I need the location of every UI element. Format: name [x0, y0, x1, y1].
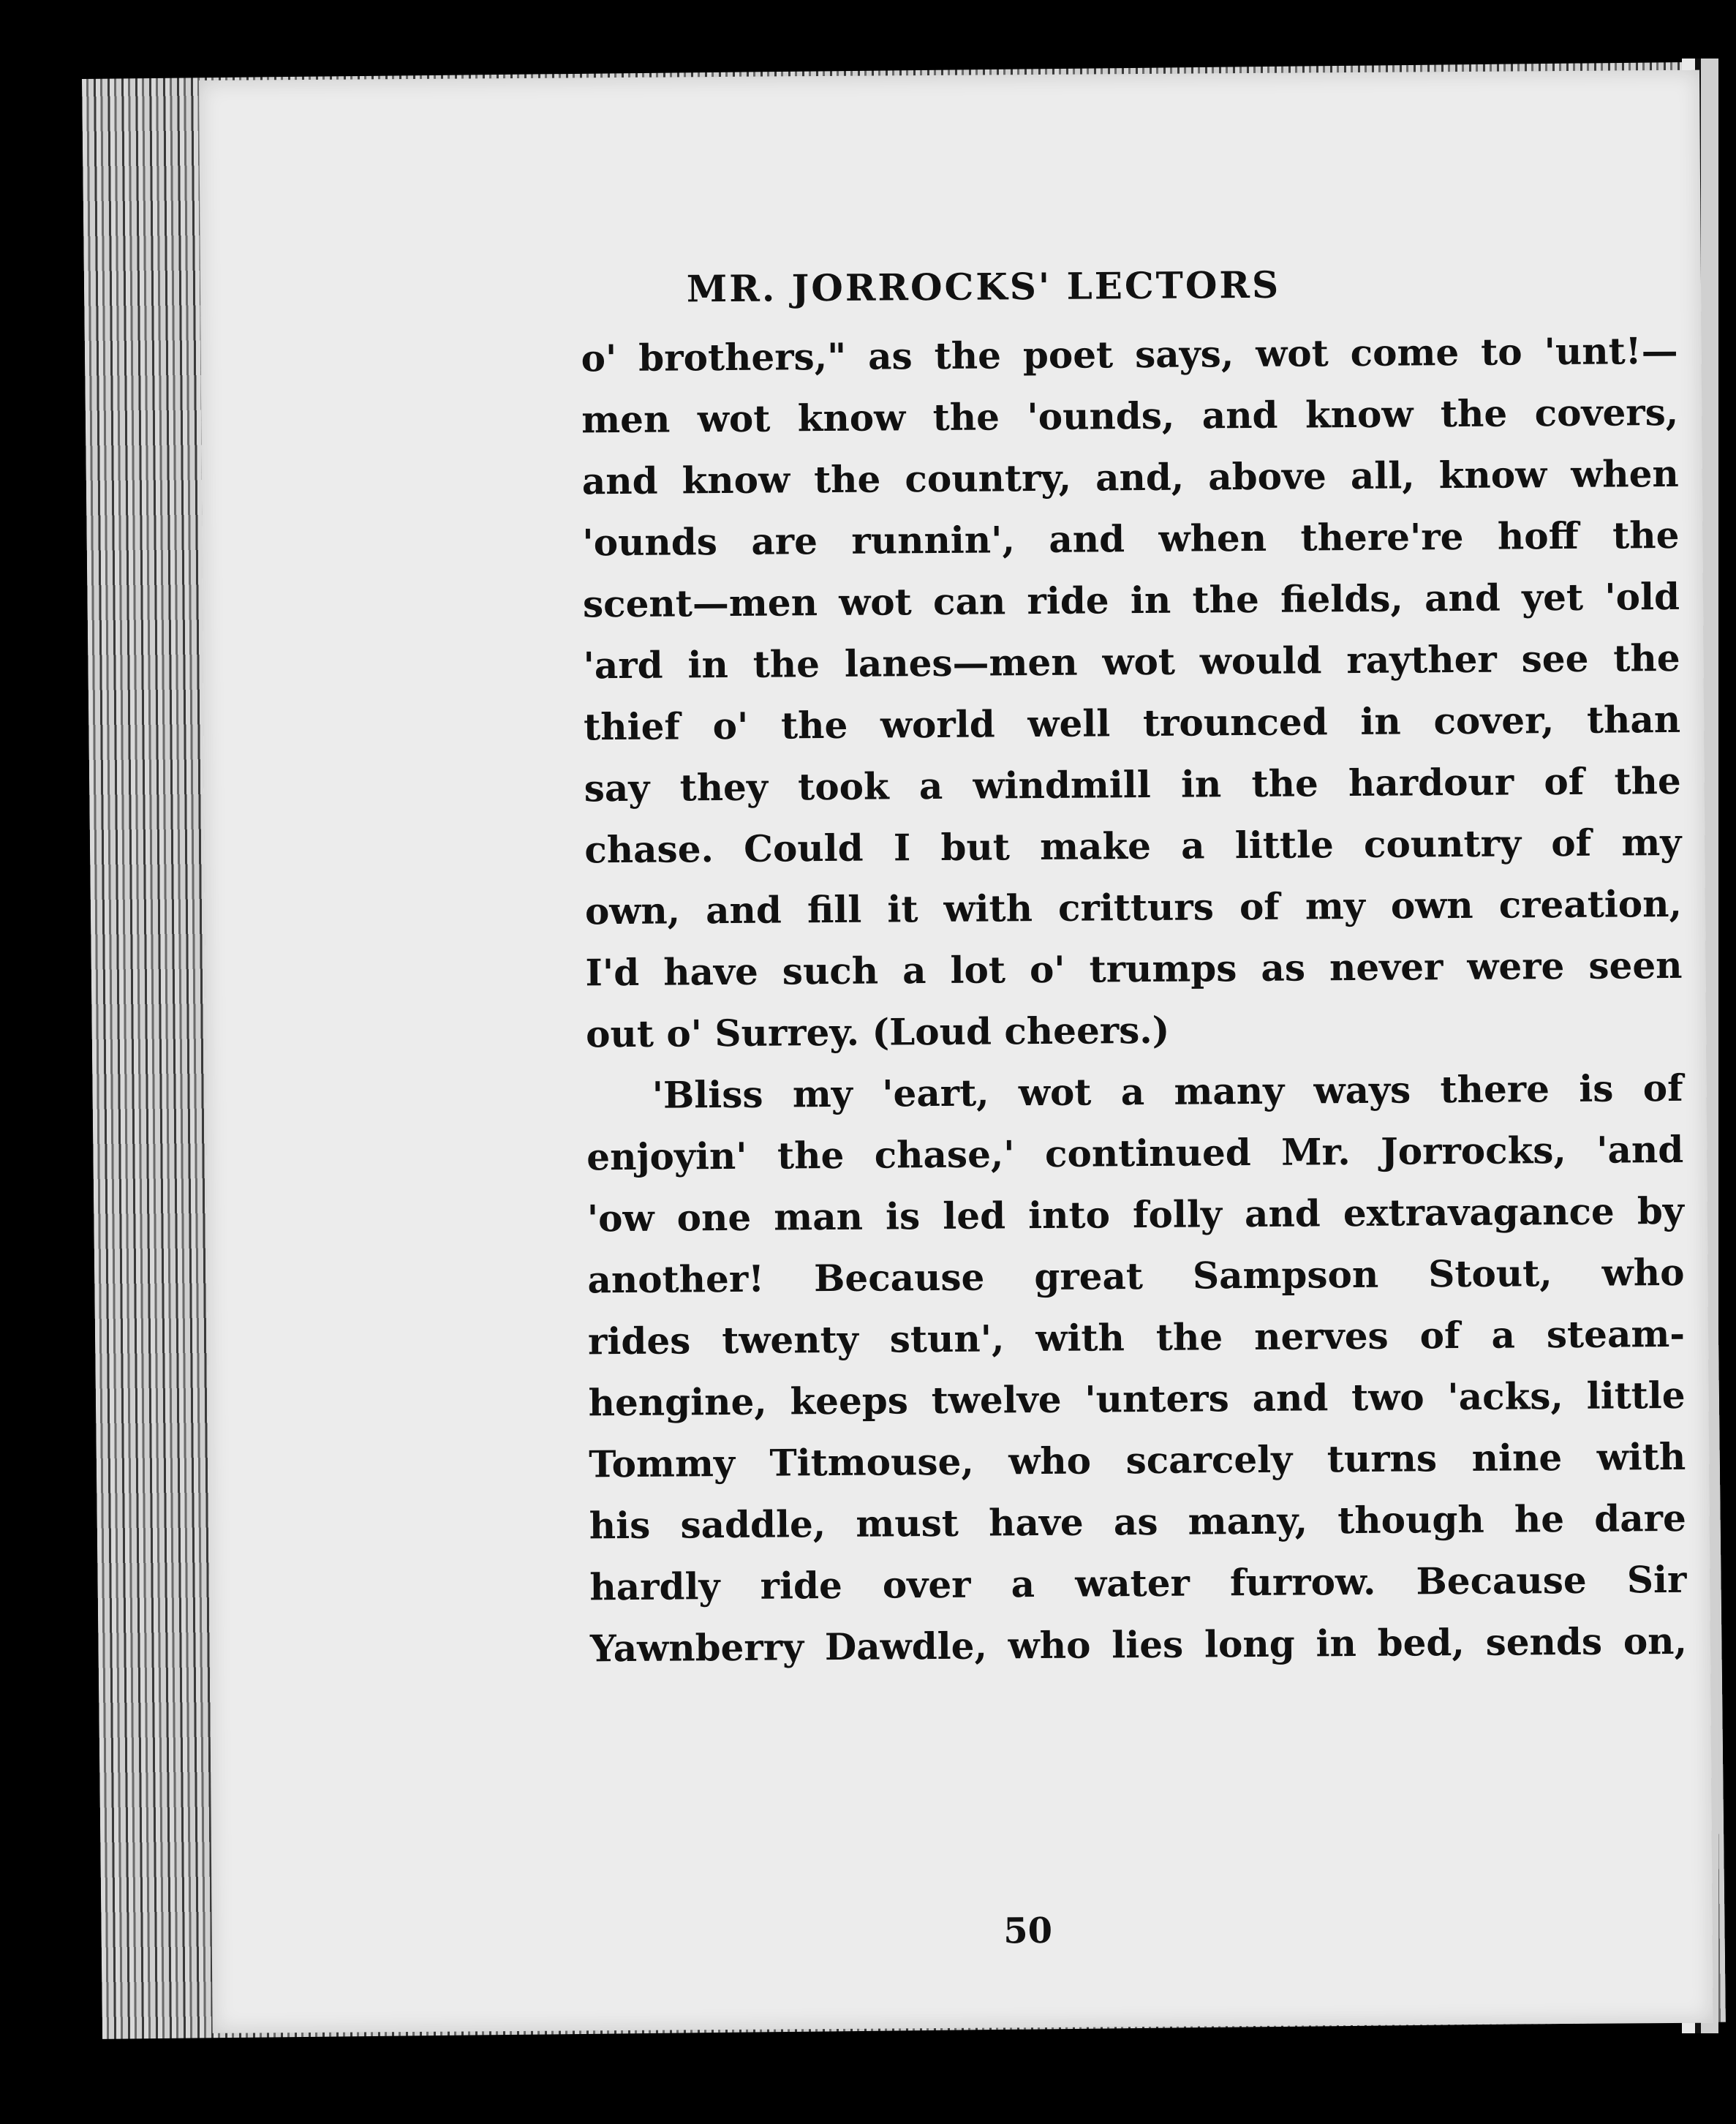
page-body [581, 320, 1687, 1679]
text-line: hengine, keeps twelve 'unters and two 'acks, little [588, 1373, 1686, 1425]
page-number: 50 [1003, 1910, 1053, 1952]
book-page [199, 70, 1713, 2033]
text-line: scent—men wot can ride in the fields, and yet 'old [582, 574, 1680, 626]
text-line: thief o' the world well trounced in cover, than [583, 697, 1681, 749]
text-line: and know the country, and, above all, know when [581, 451, 1680, 503]
text-line: out o' Surrey. (Loud cheers.) [585, 1008, 1170, 1056]
text-line: I'd have such a lot o' trumps as never were seen [585, 943, 1683, 995]
text-line: rides twenty stun', with the nerves of a steam- [587, 1311, 1686, 1363]
text-line: o' brothers," as the poet says, wot come to 'unt!— [581, 328, 1678, 380]
running-head: MR. JORROCKS' LECTORS [686, 263, 1281, 311]
text-line: 'ow one man is led into folly and extravagance by [586, 1189, 1685, 1240]
text-line: 'ard in the lanes—men wot would rayther see the [583, 636, 1680, 688]
text-line: hardly ride over a water furrow. Because Sir [589, 1557, 1687, 1609]
text-line: Tommy Titmouse, who scarcely turns nine with [589, 1434, 1686, 1486]
text-line: say they took a windmill in the hardour of the [584, 758, 1681, 810]
text-line: chase. Could I but make a little country of my [584, 820, 1682, 872]
text-line: own, and fill it with critturs of my own creation, [584, 881, 1683, 933]
text-line: 'Bliss my 'eart, wot a many ways there is of [652, 1066, 1683, 1117]
text-line: 'ounds are runnin', and when there're hoff the [582, 513, 1680, 565]
text-line: men wot know the 'ounds, and know the covers, [581, 390, 1679, 442]
text-line: another! Because great Sampson Stout, who [587, 1250, 1685, 1302]
text-line: his saddle, must have as many, though he dare [589, 1496, 1686, 1548]
text-line: enjoyin' the chase,' continued Mr. Jorrocks, 'and [586, 1127, 1684, 1179]
text-line: Yawnberry Dawdle, who lies long in bed, sends on, [589, 1619, 1688, 1671]
